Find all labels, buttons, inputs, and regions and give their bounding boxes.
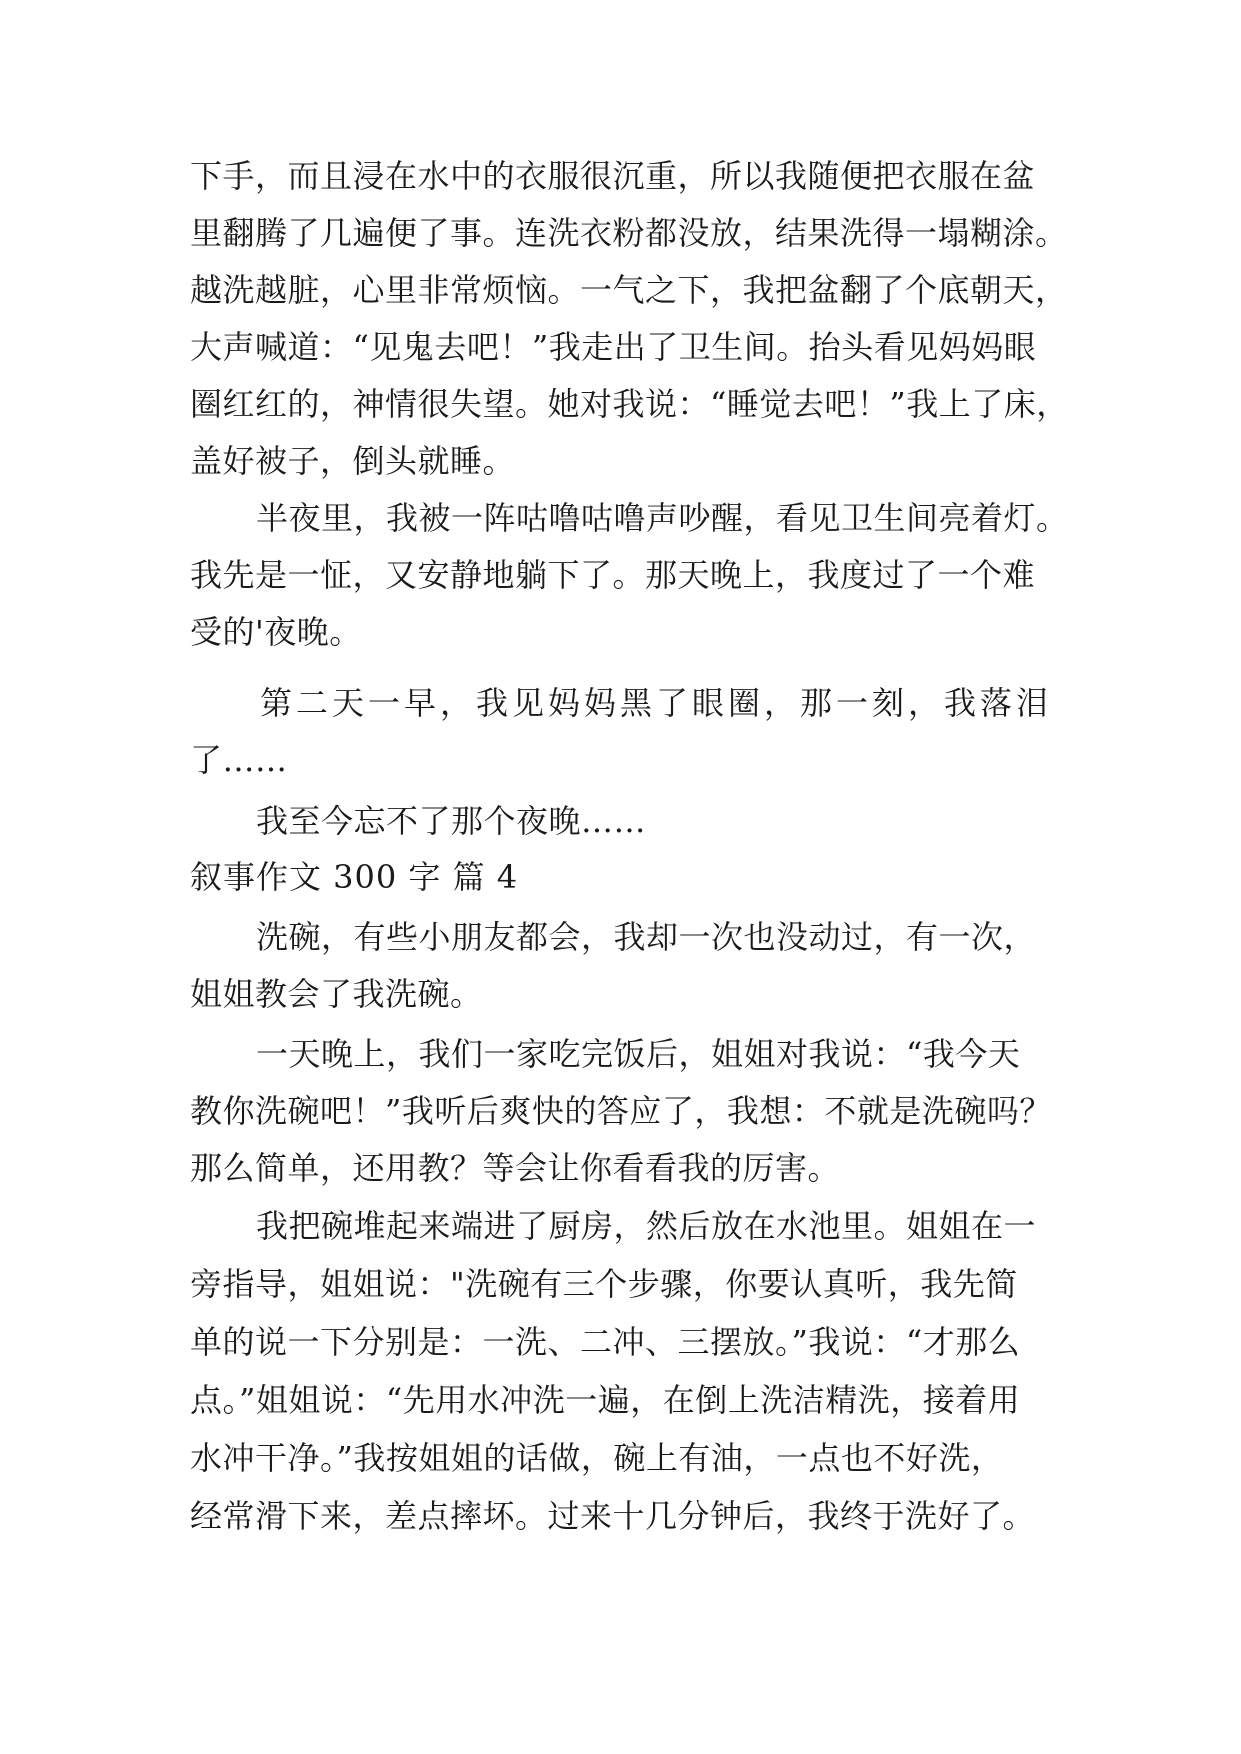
text-line: 圈红红的，神情很失望。她对我说：“睡觉去吧！”我上了床， (190, 385, 1069, 423)
text-line: 点。”姐姐说：“先用水冲洗一遍，在倒上洗洁精洗，接着用 (190, 1381, 1021, 1419)
paragraph-start: 第二天一早，我见妈妈黑了眼圈，那一刻，我落泪 (260, 684, 1053, 722)
text-line: 下手，而且浸在水中的衣服很沉重，所以我随便把衣服在盆 (190, 157, 1036, 195)
text-line: 旁指导，姐姐说："洗碗有三个步骤，你要认真听，我先简 (190, 1265, 1018, 1303)
paragraph-start: 我至今忘不了那个夜晚…… (256, 802, 647, 840)
paragraph-start: 我把碗堆起来端进了厨房，然后放在水池里。姐姐在一 (256, 1207, 1037, 1245)
text-line: 越洗越脏，心里非常烦恼。一气之下，我把盆翻了个底朝天， (190, 271, 1068, 309)
text-line: 里翻腾了几遍便了事。连洗衣粉都没放，结果洗得一塌糊涂。 (190, 214, 1068, 252)
text-line: 了…… (190, 741, 288, 779)
text-line: 那么简单，还用教？等会让你看看我的厉害。 (190, 1149, 841, 1187)
text-line: 姐姐教会了我洗碗。 (190, 975, 483, 1013)
text-line: 单的说一下分别是：一洗、二冲、三摆放。”我说：“才那么 (190, 1323, 1021, 1361)
text-line: 受的'夜晚。 (190, 613, 362, 651)
text-line: 水冲干净。”我按姐姐的话做，碗上有油，一点也不好洗， (190, 1439, 1004, 1477)
text-line: 我先是一怔，又安静地躺下了。那天晚上，我度过了一个难 (190, 556, 1036, 594)
text-line: 经常滑下来，差点摔坏。过来十几分钟后，我终于洗好了。 (190, 1497, 1036, 1535)
text-line: 教你洗碗吧！”我听后爽快的答应了，我想：不就是洗碗吗？ (190, 1092, 1052, 1130)
paragraph-start: 一天晚上，我们一家吃完饭后，姐姐对我说：“我今天 (256, 1035, 1021, 1073)
text-line: 大声喊道：“见鬼去吧！”我走出了卫生间。抬头看见妈妈眼 (190, 328, 1037, 366)
text-line: 盖好被子，倒头就睡。 (190, 442, 516, 480)
section-heading: 叙事作文 300 字 篇 4 (190, 858, 519, 896)
paragraph-start: 半夜里，我被一阵咕噜咕噜声吵醒，看见卫生间亮着灯。 (256, 499, 1069, 537)
paragraph-start: 洗碗，有些小朋友都会，我却一次也没动过，有一次， (256, 918, 1037, 956)
